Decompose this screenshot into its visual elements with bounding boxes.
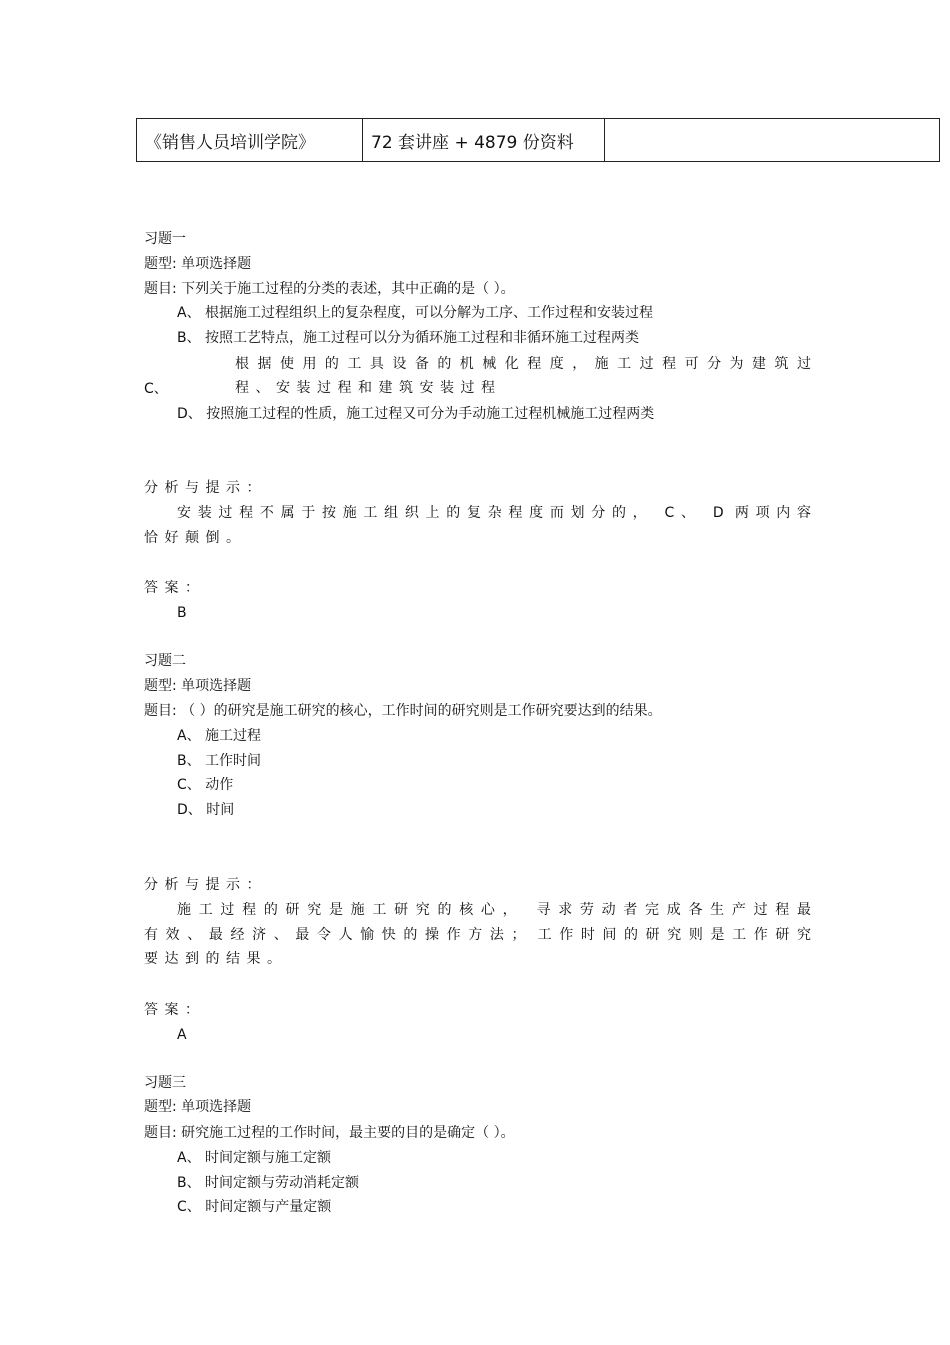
q1-option-d: D、 按照施工过程的性质，施工过程又可分为手动施工过程机械施工过程两类 — [177, 406, 655, 422]
q1-option-c-label: C、 — [144, 381, 168, 397]
q1-analysis-line1: 安装过程不属于按施工组织上的复杂程度而划分的， C、 D 两项内容 — [177, 505, 811, 521]
q3-stem: 题目: 研究施工过程的工作时间，最主要的目的是确定（ ）。 — [144, 1125, 515, 1141]
q2-answer-label: 答案： — [144, 1002, 206, 1018]
q1-option-a: A、 根据施工过程组织上的复杂程度，可以分解为工序、工作过程和安装过程 — [177, 305, 654, 321]
q1-type: 题型: 单项选择题 — [144, 256, 252, 272]
q1-option-c-line2: 程、安装过程和建筑安装过程 — [235, 380, 502, 396]
q1-option-c-line1: 根据使用的工具设备的机械化程度，施工过程可分为建筑过 — [235, 356, 811, 372]
q2-title: 习题二 — [144, 653, 186, 669]
q1-title: 习题一 — [144, 231, 186, 247]
q2-analysis-line1: 施工过程的研究是施工研究的核心， 寻求劳动者完成各生产过程最 — [177, 902, 811, 918]
header-row — [137, 119, 940, 162]
header-table — [136, 118, 940, 162]
q3-title: 习题三 — [144, 1075, 186, 1091]
q2-analysis-label: 分析与提示： — [144, 877, 267, 893]
q1-analysis-label: 分析与提示： — [144, 480, 267, 496]
q1-stem: 题目: 下列关于施工过程的分类的表述，其中正确的是（ ）。 — [144, 281, 515, 297]
q3-option-a: A、 时间定额与施工定额 — [177, 1150, 332, 1166]
q1-analysis-line2: 恰好颠倒。 — [144, 530, 247, 546]
q1-answer-label: 答案： — [144, 580, 206, 596]
q1-answer: B — [177, 605, 187, 621]
q2-option-d: D、 时间 — [177, 802, 235, 818]
q2-option-b: B、 工作时间 — [177, 753, 262, 769]
q2-answer: A — [177, 1027, 187, 1043]
q3-type: 题型: 单项选择题 — [144, 1099, 252, 1115]
header-cell-resources: 72 套讲座 + 4879 份资料 — [363, 119, 605, 162]
q2-analysis-line3: 要达到的结果。 — [144, 951, 288, 967]
q3-option-c: C、 时间定额与产量定额 — [177, 1199, 332, 1215]
q2-analysis-line2: 有效、最经济、最令人愉快的操作方法； 工作时间的研究则是工作研究 — [144, 927, 811, 943]
q1-option-b: B、 按照工艺特点，施工过程可以分为循环施工过程和非循环施工过程两类 — [177, 330, 640, 346]
q3-option-b: B、 时间定额与劳动消耗定额 — [177, 1175, 360, 1191]
q2-stem: 题目: （ ）的研究是施工研究的核心，工作时间的研究则是工作研究要达到的结果。 — [144, 703, 662, 719]
q2-option-c: C、 动作 — [177, 777, 234, 793]
q2-option-a: A、 施工过程 — [177, 728, 262, 744]
header-cell-title: 《销售人员培训学院》 — [137, 119, 363, 162]
header-cell-empty — [605, 119, 940, 162]
q2-type: 题型: 单项选择题 — [144, 678, 252, 694]
